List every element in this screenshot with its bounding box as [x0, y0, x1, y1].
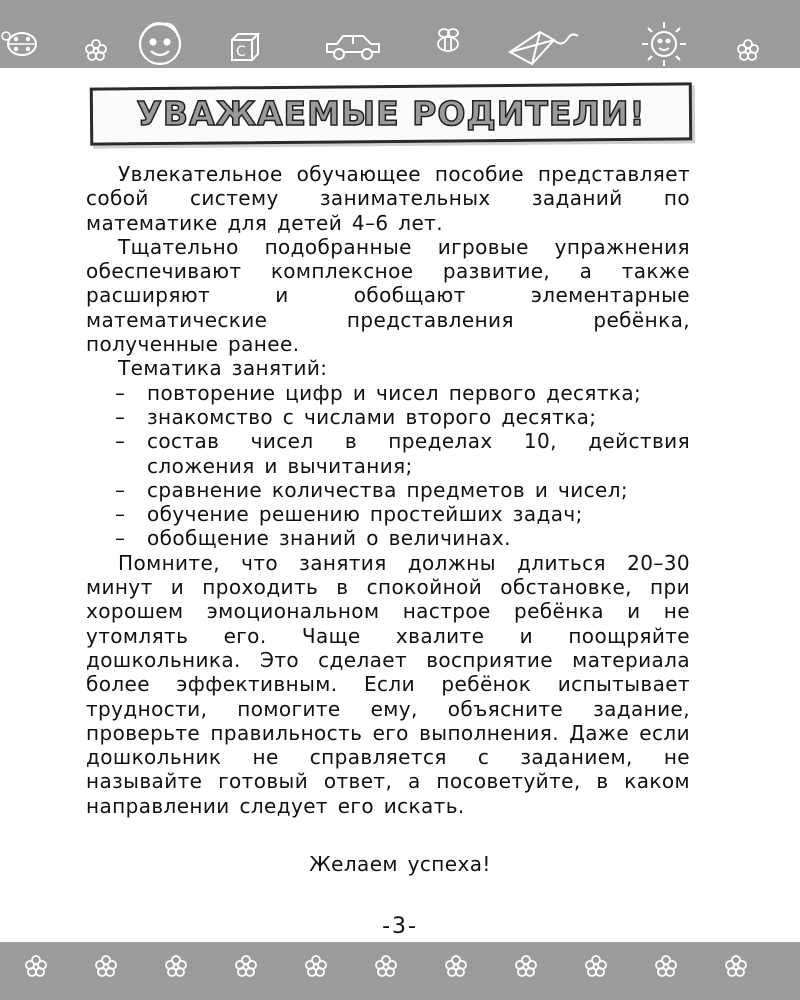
- flower-icon: [738, 40, 758, 60]
- flower-icon: [446, 956, 466, 976]
- sun-icon: [642, 22, 686, 66]
- bullet-dash: –: [115, 526, 126, 551]
- bullet-dash: –: [115, 502, 126, 527]
- kite-icon: [510, 32, 578, 64]
- flower-icon: [516, 956, 536, 976]
- closing-wish: Желаем успеха!: [309, 852, 491, 876]
- flower-icon: [726, 956, 746, 976]
- footer-dashed-border: [0, 938, 800, 941]
- flower-icon: [236, 956, 256, 976]
- bullet-dash: –: [115, 404, 126, 429]
- list-item: – сравнение количества предметов и чисел;: [115, 477, 629, 502]
- main-text: [86, 162, 690, 818]
- header-dashed-border: [0, 70, 800, 73]
- flower-icon: [86, 40, 106, 60]
- bullet-dash: –: [115, 429, 126, 454]
- list-item: – состав чисел в пределах 10, действия сложения и вычитания;: [115, 429, 690, 478]
- flower-icon: [306, 956, 326, 976]
- list-item: – повторение цифр и чисел первого десятка;: [115, 380, 642, 405]
- flower-icon: [656, 956, 676, 976]
- flower-icon: [586, 956, 606, 976]
- footer-decorations: [0, 942, 800, 1000]
- flower-icon: [96, 956, 116, 976]
- page-title: УВАЖАЕМЫЕ РОДИТЕЛИ!: [136, 94, 646, 133]
- car-icon: [327, 36, 379, 59]
- intro-paragraph: Увлекательное обучающее пособие представляет собой систему занимательных заданий по математике для детей 4–6 лет.: [86, 162, 690, 235]
- topics-list: [86, 381, 690, 551]
- bullet-dash: –: [115, 380, 126, 405]
- bullet-dash: –: [115, 477, 126, 502]
- toy-block-icon: [232, 34, 258, 60]
- bee-icon: [438, 29, 458, 51]
- ladybug-icon: [2, 32, 36, 55]
- svg-text:C: C: [236, 44, 246, 60]
- list-item: – знакомство с числами второго десятка;: [115, 404, 597, 429]
- header-decorations: [0, 0, 800, 68]
- development-paragraph: Тщательно подобранные игровые упражнения обеспечивают комплексное развитие, а также расширяют и обобщают элементарные математические представления ребёнка, полученные ранее.: [86, 234, 690, 357]
- list-item: – обучение решению простейших задач;: [115, 502, 583, 527]
- child-face-icon: [140, 23, 180, 64]
- flower-icon: [166, 956, 186, 976]
- advice-paragraph: Помните, что занятия должны длиться 20–30 минут и проходить в спокойной обстановке, при хорошем эмоциональном настрое ребёнка и не утомлять его. Чаще хвалите и поощряйте дошкольника. Это сделает восприятие материала более эффективным. Если ребёнок испытывает трудности, помогите ему, объясните задание, проверьте правильность его выполнения. Даже если дошкольник не справляется с заданием, не называйте готовый ответ, а посоветуйте, в каком направлении следует его искать.: [86, 550, 690, 818]
- flower-icon: [26, 956, 46, 976]
- flower-icon: [376, 956, 396, 976]
- page-number: -3-: [382, 914, 418, 939]
- list-item: – обобщение знаний о величинах.: [115, 526, 511, 551]
- topics-heading: Тематика занятий:: [118, 356, 328, 381]
